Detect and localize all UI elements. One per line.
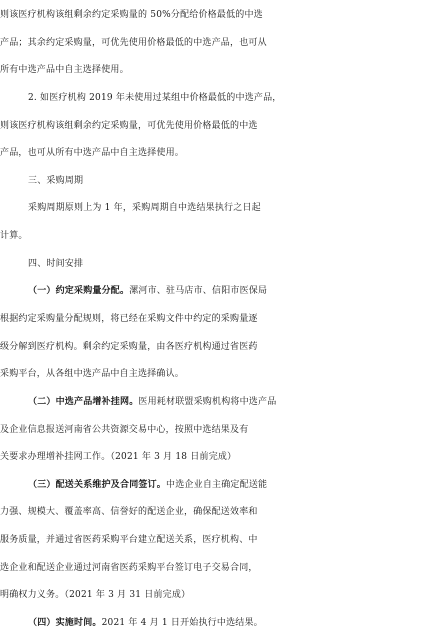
- subsection-paragraph: [28, 610, 436, 636]
- subsection-paragraph: [28, 278, 436, 304]
- subsection-heading: （四）实施时间。: [28, 618, 102, 628]
- section-heading: 三、采购周期: [28, 175, 84, 186]
- text-line: 产品，也可从所有中选产品中自主选择使用。: [0, 148, 185, 159]
- text-run: 中选企业自主确定配送能: [166, 479, 268, 490]
- subsection-heading: （二）中选产品增补挂网。: [28, 396, 139, 407]
- subsection-paragraph: [28, 472, 436, 498]
- text-run: 2021 年 4 月 1 日开始执行中选结果。: [101, 618, 263, 628]
- text-line: 力强、规模大、覆盖率高、信誉好的配送企业，确保配送效率和: [0, 507, 258, 518]
- subsection-paragraph: [28, 389, 436, 415]
- list-item: 2. 如医疗机构 2019 年未使用过某组中价格最低的中选产品，: [28, 92, 282, 103]
- text-line: 服务质量，并通过省医药采购平台建立配送关系，医疗机构、中: [0, 535, 258, 546]
- text-line: 级分解到医疗机构。剩余约定采购量，由各医疗机构通过省医药: [0, 341, 258, 352]
- text-run: 漯河市、驻马店市、信阳市医保局: [129, 286, 268, 297]
- text-line: 根据约定采购量分配规则，将已经在采购文件中约定的采购量逐: [0, 314, 258, 324]
- text-line: 关要求办理增补挂网工作。（2021 年 3 月 18 日前完成）: [0, 452, 237, 463]
- text-run: 医用耗材联盟采购机构将中选产品: [138, 396, 277, 407]
- text-line: 明确权力义务。（2021 年 3 月 31 日前完成）: [0, 590, 191, 601]
- text-line: 则该医疗机构该组剩余约定采购量的 50%分配给价格最低的中选: [0, 10, 263, 20]
- text-line: 及企业信息报送河南省公共资源交易中心，按照中选结果及有: [0, 424, 249, 435]
- text-line: 产品；其余约定采购量，可优先使用价格最低的中选产品，也可从: [0, 37, 267, 48]
- text-line: 所有中选产品中自主选择使用。: [0, 65, 129, 76]
- subsection-heading: （三）配送关系维护及合同签订。: [28, 479, 167, 490]
- section-heading: 四、时间安排: [28, 258, 84, 269]
- text-line: 则该医疗机构该组剩余约定采购量，可优先使用价格最低的中选: [0, 120, 258, 131]
- text-line: 采购平台，从各组中选产品中自主选择确认。: [0, 369, 185, 380]
- text-line: 采购周期原则上为 1 年，采购周期自中选结果执行之日起: [28, 203, 261, 214]
- subsection-heading: （一）约定采购量分配。: [28, 286, 130, 297]
- text-line: 计算。: [0, 231, 28, 242]
- text-line: 选企业和配送企业通过河南省医药采购平台签订电子交易合同，: [0, 562, 258, 573]
